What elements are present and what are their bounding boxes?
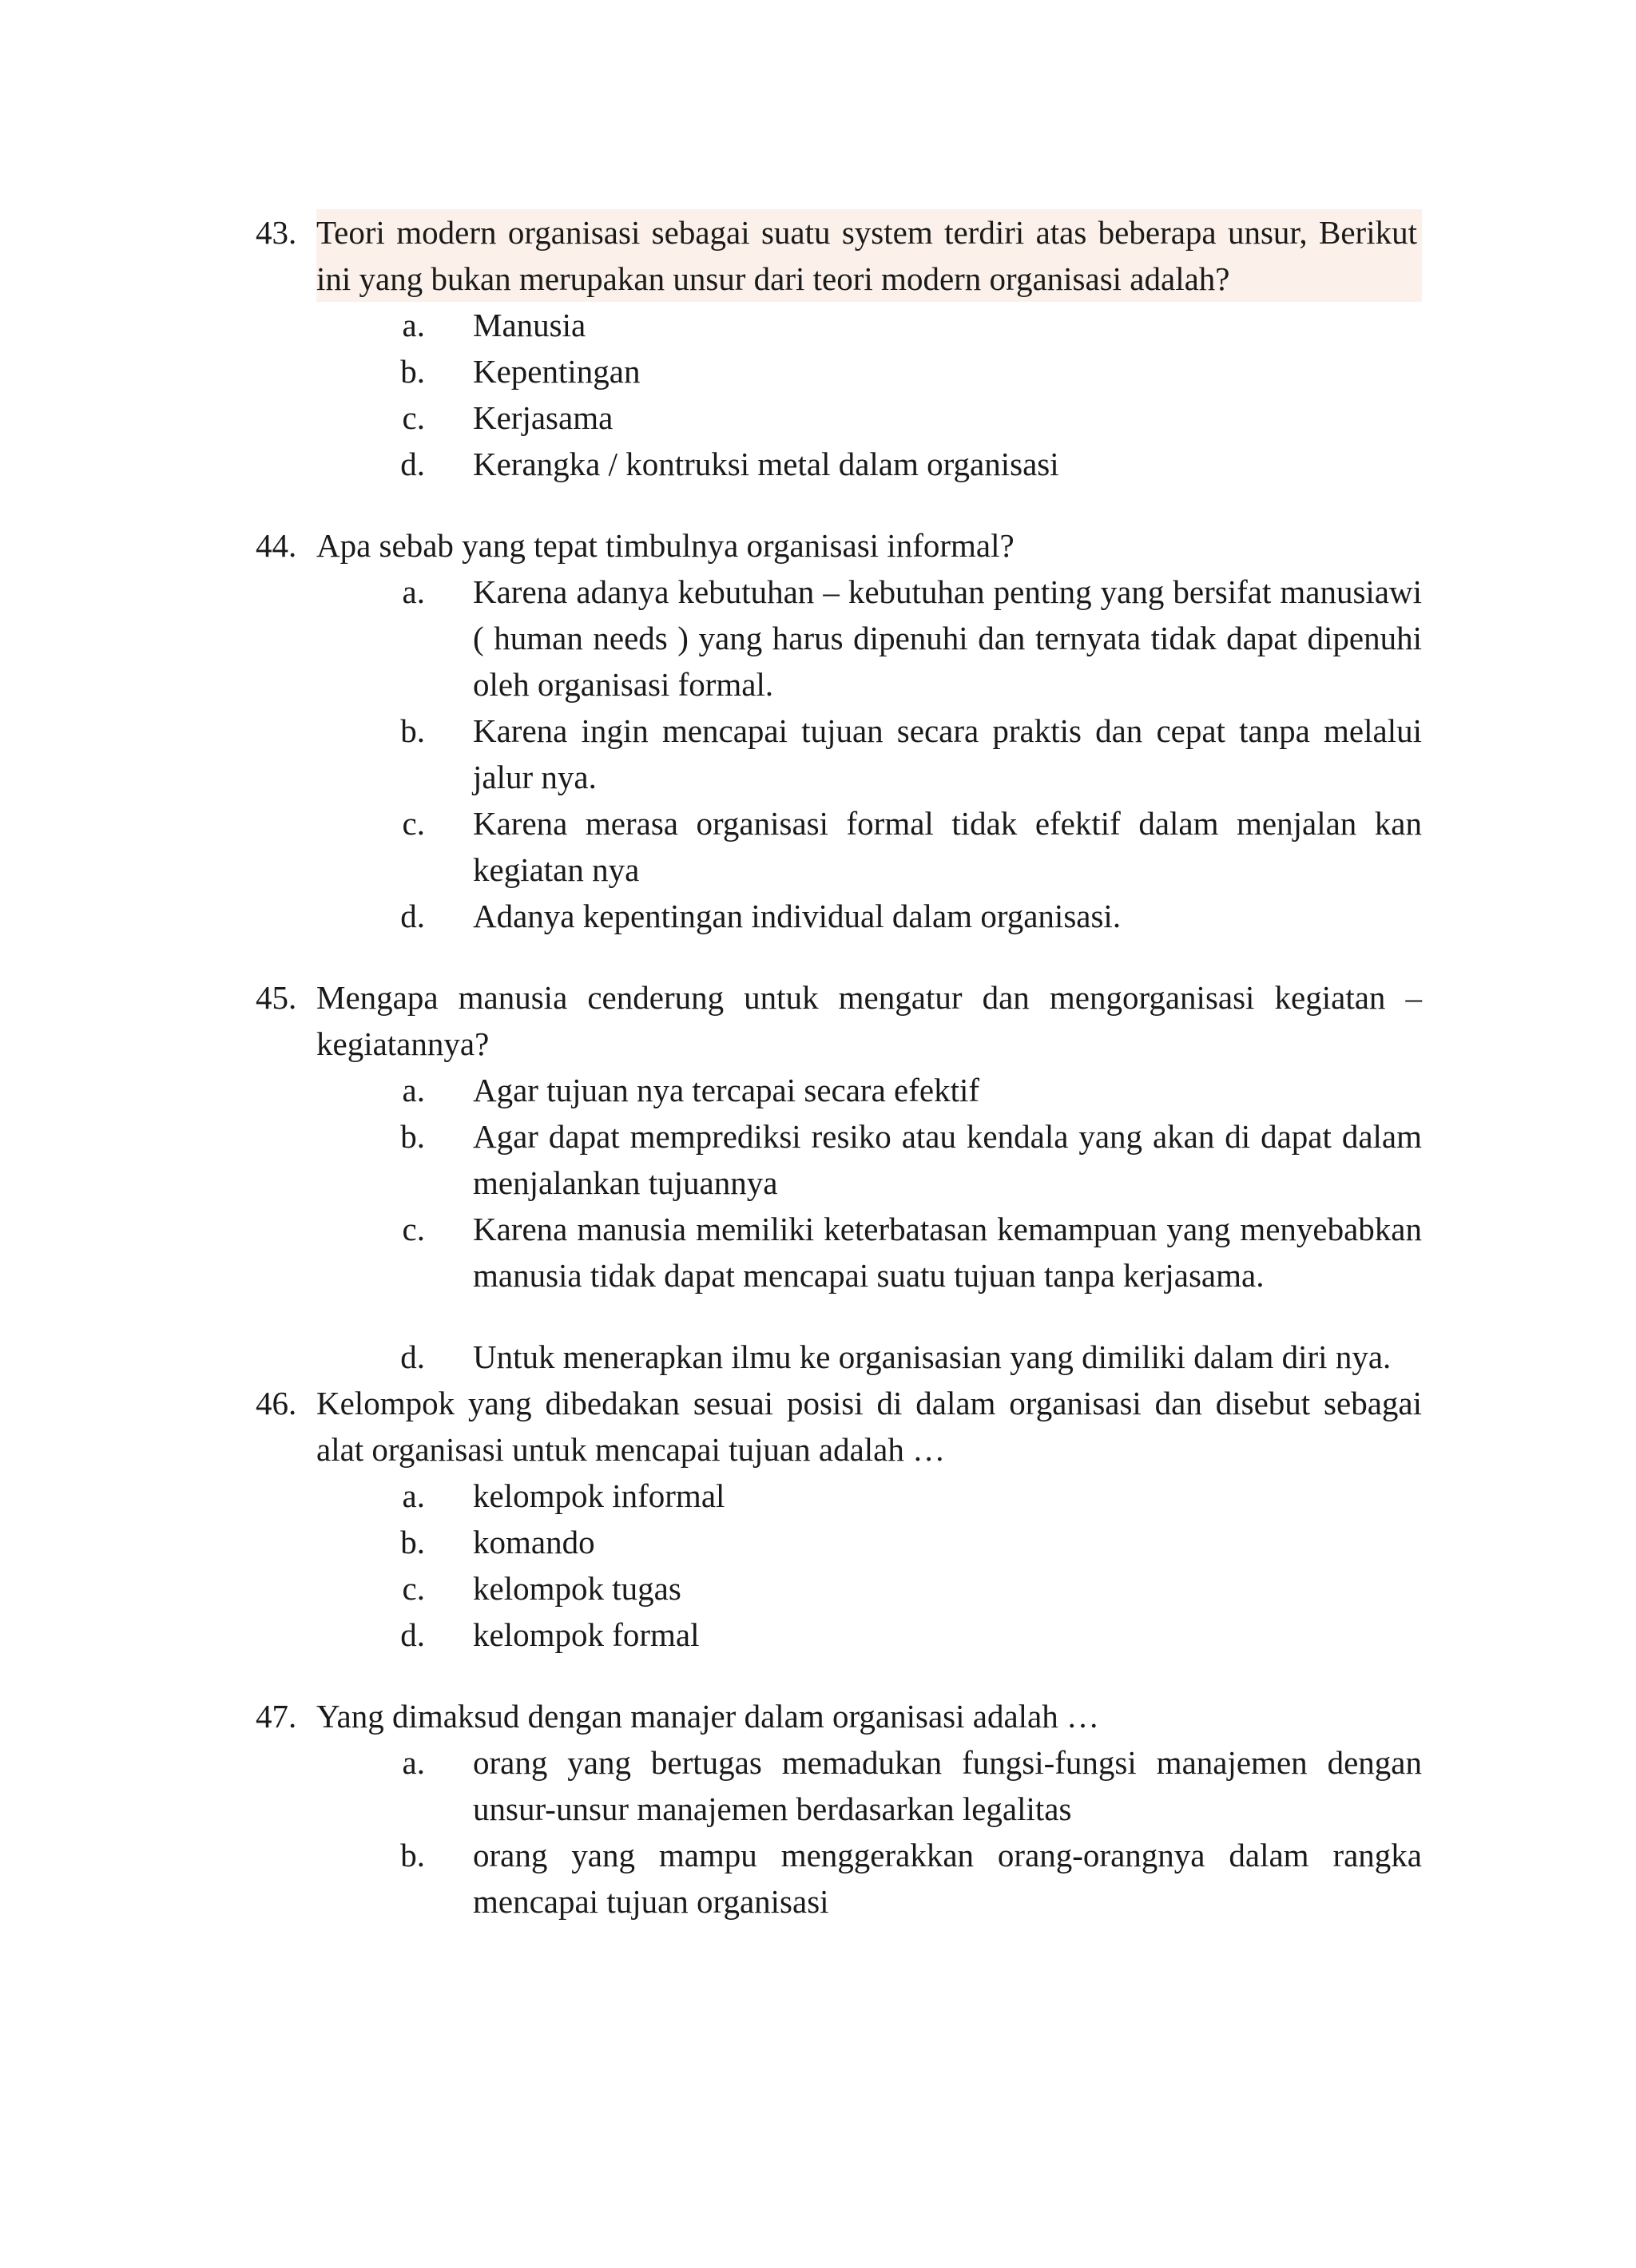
option-list (256, 1739, 1422, 1925)
option-text: Untuk menerapkan ilmu ke organisasian yang dimiliki dalam diri nya. (473, 1338, 1392, 1375)
option-text: Agar dapat memprediksi resiko atau kendala yang akan di dapat dalam menjalankan tujuannya (473, 1118, 1422, 1201)
option-letter: a. (402, 1477, 425, 1514)
option-text: Karena ingin mencapai tujuan secara praktis dan cepat tanpa melalui jalur nya. (473, 712, 1422, 795)
option-c (367, 800, 1422, 893)
option-letter: c. (402, 1211, 425, 1247)
question-43 (256, 209, 1422, 487)
question-number: 43. (256, 214, 297, 251)
question-47 (256, 1693, 1422, 1925)
option-letter: d. (400, 446, 425, 482)
question-number: 46. (256, 1385, 297, 1421)
option-letter: a. (402, 1072, 425, 1108)
option-text: Agar tujuan nya tercapai secara efektif (473, 1072, 979, 1108)
option-letter: b. (400, 712, 425, 749)
option-letter: b. (400, 1837, 425, 1873)
question-44 (256, 522, 1422, 939)
question-number: 45. (256, 979, 297, 1016)
option-b (367, 1113, 1422, 1206)
option-text: Adanya kepentingan individual dalam organisasi. (473, 898, 1122, 934)
option-list (256, 302, 1422, 487)
option-list (256, 569, 1422, 939)
option-c (367, 395, 1422, 441)
option-text: Kerangka / kontruksi metal dalam organisasi (473, 446, 1059, 482)
option-a (367, 1739, 1422, 1832)
question-list (256, 209, 1422, 1925)
question-text: Teori modern organisasi sebagai suatu system terdiri atas beberapa unsur, Berikut ini yang bukan merupakan unsur dari teori modern organisasi adalah? (316, 209, 1422, 302)
option-a (367, 1067, 1422, 1113)
option-letter: d. (400, 1338, 425, 1375)
option-b (367, 708, 1422, 800)
option-a (367, 569, 1422, 708)
option-list (256, 1473, 1422, 1658)
option-text: Karena merasa organisasi formal tidak efektif dalam menjalan kan kegiatan nya (473, 805, 1422, 888)
question-46 (256, 1380, 1422, 1658)
option-a (367, 1473, 1422, 1519)
question-number: 47. (256, 1698, 297, 1735)
option-text: Kerjasama (473, 399, 614, 436)
question-text: Kelompok yang dibedakan sesuai posisi di dalam organisasi dan disebut sebagai alat organisasi untuk mencapai tujuan adalah … (316, 1385, 1422, 1468)
option-letter: b. (400, 1118, 425, 1155)
option-letter: a. (402, 573, 425, 610)
option-b (367, 1519, 1422, 1565)
option-text: Karena manusia memiliki keterbatasan kemampuan yang menyebabkan manusia tidak dapat mencapai suatu tujuan tanpa kerjasama. (473, 1211, 1422, 1294)
option-b (367, 348, 1422, 395)
option-letter: a. (402, 1744, 425, 1781)
option-c (367, 1565, 1422, 1612)
option-text: Kepentingan (473, 353, 641, 390)
option-c (367, 1206, 1422, 1299)
option-b (367, 1832, 1422, 1925)
question-text: Yang dimaksud dengan manajer dalam organisasi adalah … (316, 1698, 1099, 1735)
option-letter: c. (402, 399, 425, 436)
option-text: komando (473, 1524, 595, 1560)
option-d (367, 1612, 1422, 1658)
question-45 (256, 974, 1422, 1380)
option-letter: c. (402, 1570, 425, 1607)
question-text: Apa sebab yang tepat timbulnya organisasi informal? (316, 527, 1015, 564)
option-letter: b. (400, 1524, 425, 1560)
option-list (256, 1067, 1422, 1380)
question-text: Mengapa manusia cenderung untuk mengatur dan mengorganisasi kegiatan – kegiatannya? (316, 979, 1422, 1062)
option-letter: a. (402, 307, 425, 343)
option-letter: d. (400, 1616, 425, 1653)
option-letter: d. (400, 898, 425, 934)
option-text: kelompok informal (473, 1477, 725, 1514)
option-d (367, 441, 1422, 487)
option-text: Manusia (473, 307, 586, 343)
option-d (367, 1334, 1422, 1380)
option-letter: b. (400, 353, 425, 390)
option-text: orang yang bertugas memadukan fungsi-fungsi manajemen dengan unsur-unsur manajemen berdasarkan legalitas (473, 1744, 1422, 1827)
option-text: kelompok formal (473, 1616, 700, 1653)
option-a (367, 302, 1422, 348)
option-text: Karena adanya kebutuhan – kebutuhan penting yang bersifat manusiawi ( human needs ) yang harus dipenuhi dan ternyata tidak dapat dipenuhi oleh organisasi formal. (473, 573, 1422, 703)
question-number: 44. (256, 527, 297, 564)
option-d (367, 893, 1422, 939)
option-letter: c. (402, 805, 425, 842)
option-text: kelompok tugas (473, 1570, 681, 1607)
option-text: orang yang mampu menggerakkan orang-orangnya dalam rangka mencapai tujuan organisasi (473, 1837, 1422, 1920)
